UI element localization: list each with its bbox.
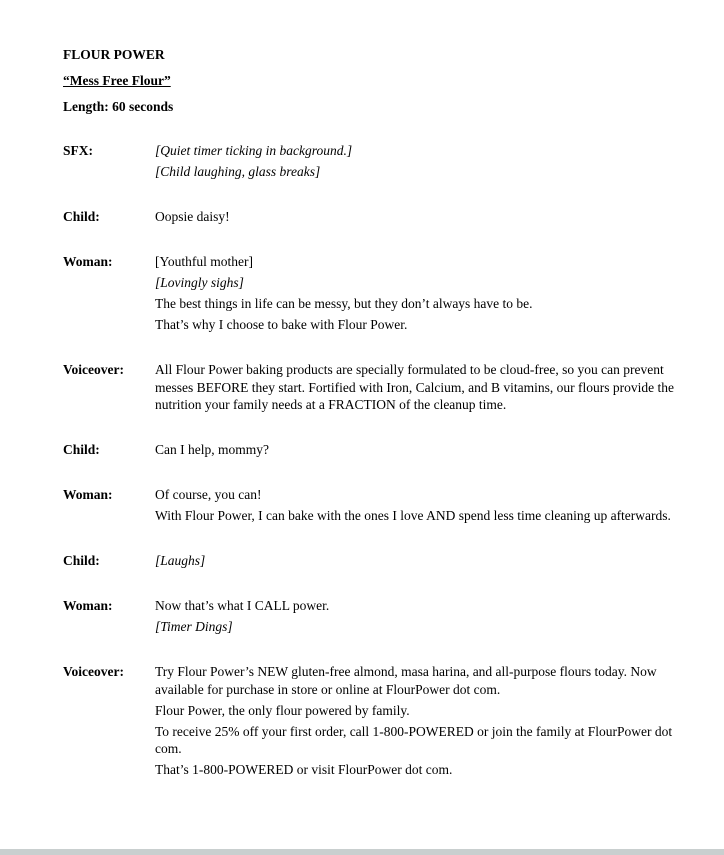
doc-title: FLOUR POWER xyxy=(63,47,165,62)
dialogue-line: [Laughs] xyxy=(155,553,206,568)
speaker-label: Woman: xyxy=(63,254,113,269)
dialogue-line: [Lovingly sighs] xyxy=(155,275,244,290)
dialogue-line: Now that’s what I CALL power. xyxy=(155,598,330,613)
script-row-woman-1 xyxy=(63,253,692,337)
dialogue xyxy=(155,361,692,417)
script-row-child-2 xyxy=(63,441,692,462)
doc-length: Length: 60 seconds xyxy=(63,99,174,114)
dialogue xyxy=(155,253,692,337)
dialogue-line: Can I help, mommy? xyxy=(155,442,269,457)
script-row-voiceover-1 xyxy=(63,361,692,417)
dialogue xyxy=(155,552,692,573)
dialogue-line: Oopsie daisy! xyxy=(155,209,230,224)
speaker-label: Voiceover: xyxy=(63,664,124,679)
dialogue-line: With Flour Power, I can bake with the ones I love AND spend less time cleaning up afterwards. xyxy=(155,508,671,523)
script-row-voiceover-2 xyxy=(63,663,692,782)
dialogue-line: Try Flour Power’s NEW gluten-free almond, masa harina, and all-purpose flours today. Now available for purchase in store or online at FlourPower dot com. xyxy=(155,664,657,697)
dialogue-line: The best things in life can be messy, but they don’t always have to be. xyxy=(155,296,533,311)
dialogue xyxy=(155,441,692,462)
dialogue xyxy=(155,208,692,229)
doc-header xyxy=(63,42,692,120)
dialogue-line: Flour Power, the only flour powered by family. xyxy=(155,702,410,718)
dialogue-line: To receive 25% off your first order, call 1-800-POWERED or join the family at FlourPower dot com. xyxy=(155,723,673,756)
dialogue-line: That’s 1-800-POWERED or visit FlourPower dot com. xyxy=(155,762,453,777)
speaker-label: Woman: xyxy=(63,598,113,613)
speaker-label: Child: xyxy=(63,442,100,457)
page-bottom-edge xyxy=(0,849,724,855)
dialogue-line: [Timer Dings] xyxy=(155,619,233,634)
speaker-label: Child: xyxy=(63,209,100,224)
script-row-sfx xyxy=(63,142,692,184)
script-row-child-1 xyxy=(63,208,692,229)
dialogue-line: [Child laughing, glass breaks] xyxy=(155,164,321,179)
script-body xyxy=(63,142,692,782)
script-row-child-3 xyxy=(63,552,692,573)
dialogue-line: Of course, you can! xyxy=(155,487,262,502)
dialogue xyxy=(155,142,692,184)
dialogue xyxy=(155,663,692,782)
speaker-label: Child: xyxy=(63,553,100,568)
dialogue-line: All Flour Power baking products are specially formulated to be cloud-free, so you can prevent messes BEFORE they start. Fortified with Iron, Calcium, and B vitamins, our flours provide the nutrition your family needs at a FRACTION of the cleanup time. xyxy=(155,362,674,412)
doc-subtitle: “Mess Free Flour” xyxy=(63,73,171,88)
speaker-label: SFX: xyxy=(63,143,93,158)
dialogue xyxy=(155,486,692,528)
script-row-woman-3 xyxy=(63,597,692,639)
dialogue xyxy=(155,597,692,639)
dialogue-line: That’s why I choose to bake with Flour Power. xyxy=(155,317,408,332)
speaker-label: Voiceover: xyxy=(63,362,124,377)
script-row-woman-2 xyxy=(63,486,692,528)
dialogue-line: [Quiet timer ticking in background.] xyxy=(155,143,353,158)
dialogue-line: [Youthful mother] xyxy=(155,254,254,269)
speaker-label: Woman: xyxy=(63,487,113,502)
